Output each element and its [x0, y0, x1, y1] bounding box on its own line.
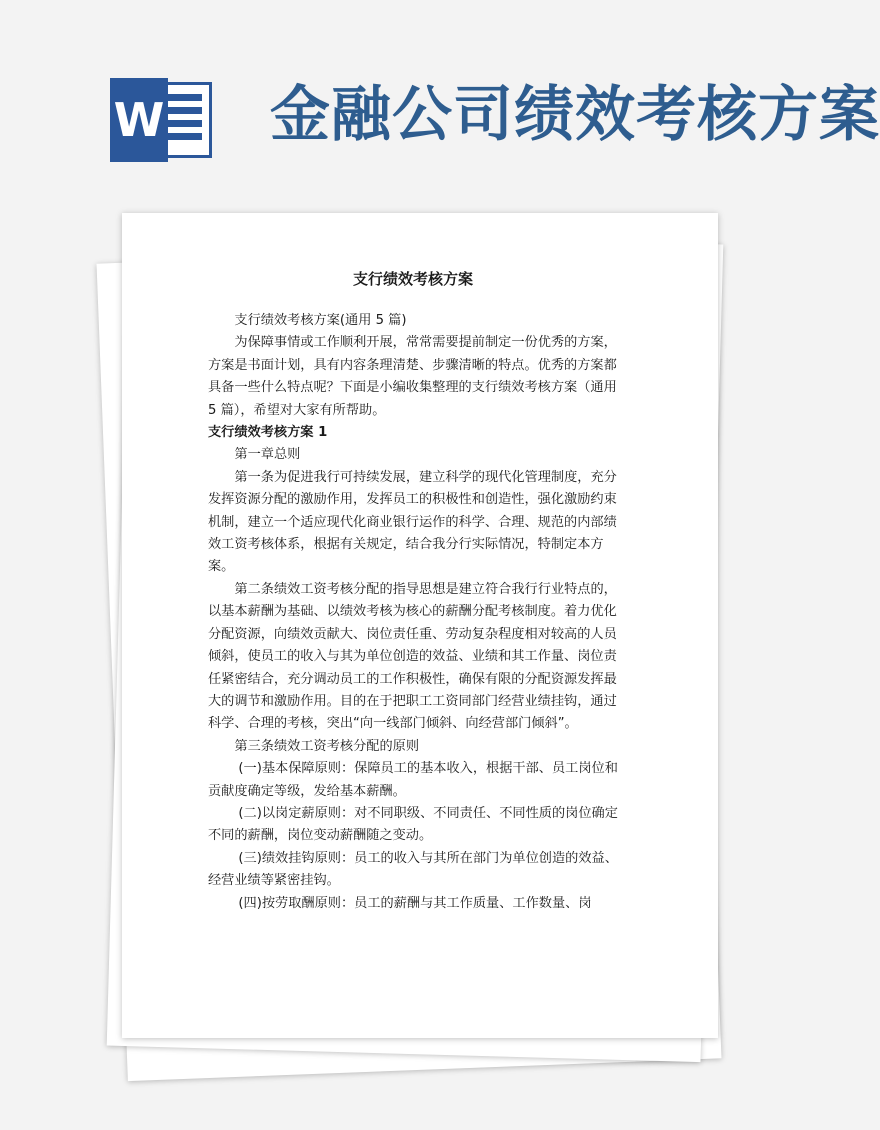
header-banner — [0, 0, 880, 200]
doc-paragraph: 支行绩效考核方案(通用 5 篇) — [234, 313, 407, 328]
document-title: 支行绩效考核方案 — [352, 270, 473, 288]
doc-paragraph: 第一条为促进我行可持续发展，建立科学的现代化管理制度，充分发挥资源分配的激励作用，发挥员工的积极性和创造性，强化激励约束机制，建立一个适应现代化商业银行运作的科学、合理、规范的内部绩效工资考核体系，根据有关规定，结合我分行实际情况，特制定本方案。 — [208, 469, 617, 575]
doc-list-item: (一)基本保障原则：保障员工的基本收入，根据干部、员工岗位和贡献度确定等级，发给基本薪酬。 — [208, 761, 618, 799]
logo-letter: W — [110, 78, 168, 162]
doc-list-item: (三)绩效挂钩原则：员工的收入与其所在部门为单位创造的效益、经营业绩等紧密挂钩。 — [208, 850, 618, 889]
doc-paragraph: 第三条绩效工资考核分配的原则 — [234, 738, 420, 754]
doc-paragraph: 为保障事情或工作顺利开展，常常需要提前制定一份优秀的方案，方案是书面计划，具有内容条理清楚、步骤清晰的特点。优秀的方案都具备一些什么特点呢？下面是小编收集整理的支行绩效考核方案（通用 5 篇），希望对大家有所帮助。 — [208, 335, 617, 418]
word-document-icon — [110, 78, 214, 162]
main-title: 金融公司绩效考核方案 — [270, 80, 880, 150]
document-body — [208, 268, 618, 915]
doc-list-item: (四)按劳取酬原则：员工的薪酬与其工作质量、工作数量、岗 — [238, 895, 592, 911]
doc-paragraph: 第二条绩效工资考核分配的指导思想是建立符合我行行业特点的，以基本薪酬为基础、以绩效考核为核心的薪酬分配考核制度。着力优化分配资源，向绩效贡献大、岗位责任重、劳动复杂程度相对较高的人员倾斜，使员工的收入与其为单位创造的效益、业绩和其工作量、岗位责任紧密结合，充分调动员工的工作积极性，确保有限的分配资源发挥最大的调节和激励作用。目的在于把职工工资同部门经营业绩挂钩，通过科学、合理的考核，突出“向一线部门倾斜、向经营部门倾斜”。 — [208, 581, 617, 732]
section-heading: 支行绩效考核方案 1 — [208, 425, 328, 441]
doc-list-item: (二)以岗定薪原则：对不同职级、不同责任、不同性质的岗位确定不同的薪酬，岗位变动薪酬随之变动。 — [208, 805, 618, 844]
chapter-heading: 第一章总则 — [234, 447, 301, 463]
